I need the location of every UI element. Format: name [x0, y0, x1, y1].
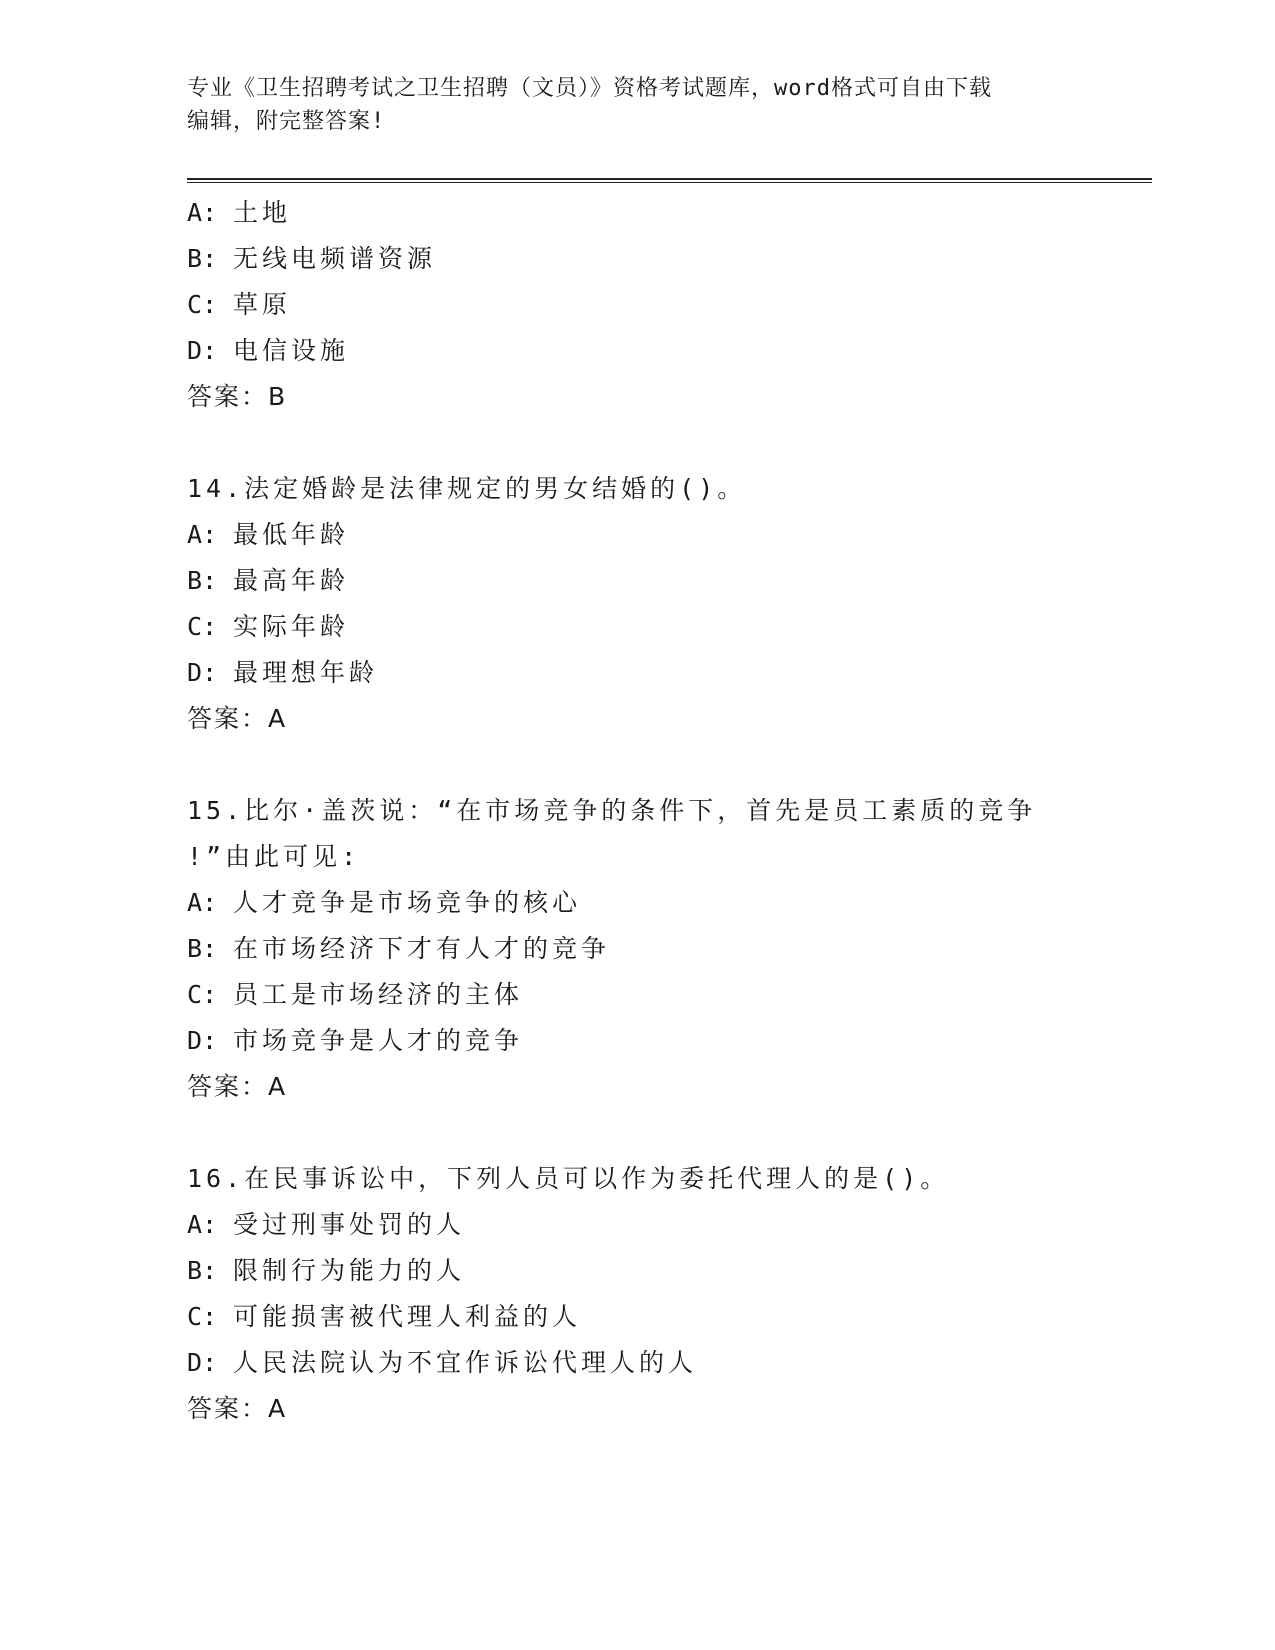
header-line-2: 编辑，附完整答案!: [187, 109, 386, 134]
option-a: A: 受过刑事处罚的人: [187, 1210, 466, 1239]
question-13: [187, 190, 1067, 420]
question-title-line-1: 15.比尔·盖茨说：“在市场竞争的条件下，首先是员工素质的竞争: [187, 796, 1037, 825]
answer: 答案：B: [187, 382, 288, 411]
option-d: D: 市场竞争是人才的竞争: [187, 1026, 524, 1055]
answer: 答案：A: [187, 1394, 288, 1423]
option-c: C: 实际年龄: [187, 612, 350, 641]
option-a: A: 土地: [187, 198, 292, 227]
question-16: [187, 1156, 1067, 1432]
spacer: [187, 420, 1067, 466]
question-15: [187, 788, 1067, 1110]
question-title-line-2: !”由此可见:: [187, 842, 361, 871]
option-a: A: 人才竞争是市场竞争的核心: [187, 888, 582, 917]
option-b: B: 最高年龄: [187, 566, 350, 595]
question-14: [187, 466, 1067, 742]
option-c: C: 员工是市场经济的主体: [187, 980, 524, 1009]
option-c: C: 草原: [187, 290, 292, 319]
answer: 答案：A: [187, 704, 288, 733]
option-d: D: 最理想年龄: [187, 658, 379, 687]
question-title: 14.法定婚龄是法律规定的男女结婚的()。: [187, 474, 747, 503]
answer: 答案：A: [187, 1072, 288, 1101]
option-b: B: 在市场经济下才有人才的竞争: [187, 934, 611, 963]
option-b: B: 无线电频谱资源: [187, 244, 437, 273]
header-line-1: 专业《卫生招聘考试之卫生招聘（文员）》资格考试题库，word格式可自由下载: [187, 76, 992, 101]
document-header: [187, 72, 1067, 138]
question-list: [187, 190, 1067, 1432]
option-a: A: 最低年龄: [187, 520, 350, 549]
spacer: [187, 742, 1067, 788]
spacer: [187, 1110, 1067, 1156]
header-divider: [187, 178, 1152, 183]
question-title: 16.在民事诉讼中，下列人员可以作为委托代理人的是()。: [187, 1164, 950, 1193]
option-d: D: 人民法院认为不宜作诉讼代理人的人: [187, 1348, 698, 1377]
option-b: B: 限制行为能力的人: [187, 1256, 466, 1285]
option-d: D: 电信设施: [187, 336, 350, 365]
option-c: C: 可能损害被代理人利益的人: [187, 1302, 582, 1331]
